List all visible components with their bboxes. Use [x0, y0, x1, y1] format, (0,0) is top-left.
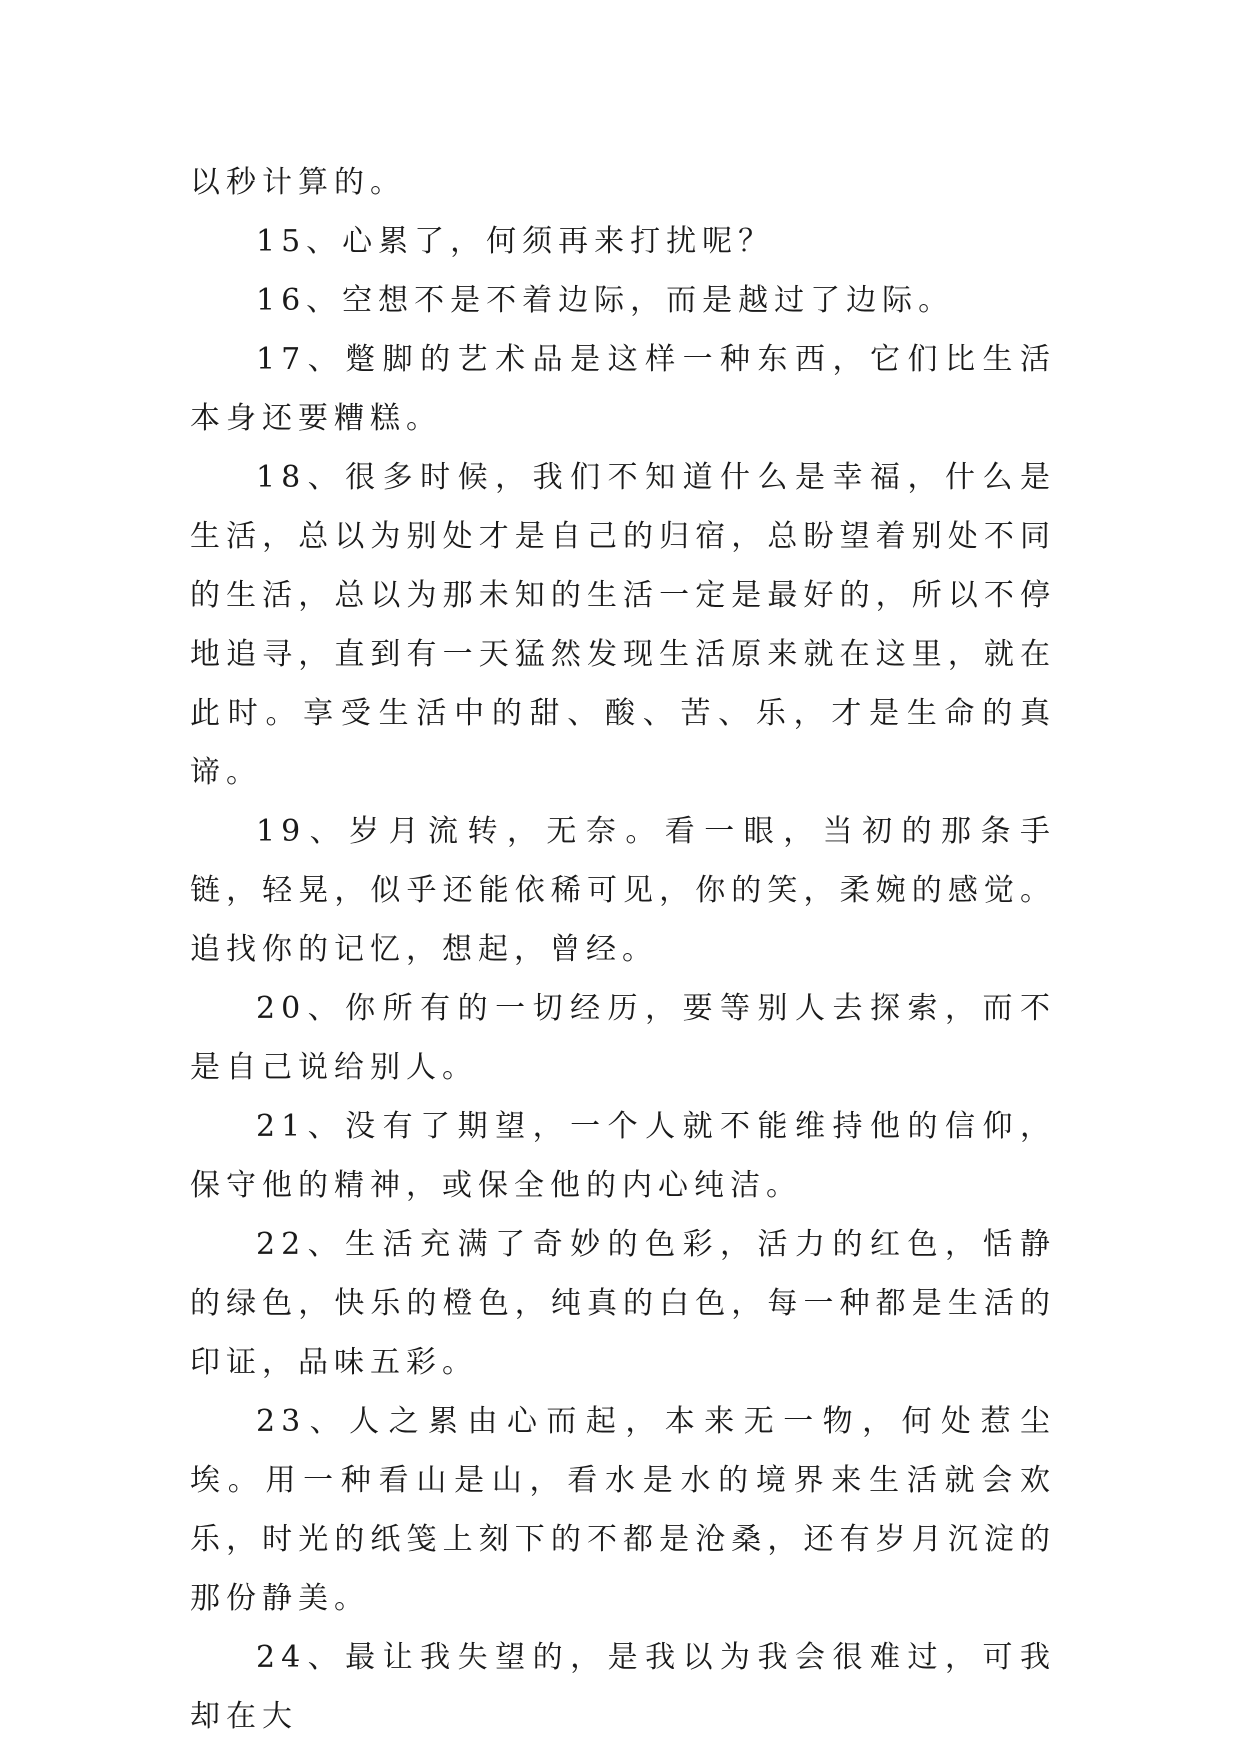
paragraph-item-16: 16、空想不是不着边际，而是越过了边际。 — [256, 283, 955, 318]
paragraph-item-15: 15、心累了，何须再来打扰呢？ — [256, 224, 775, 259]
paragraph-item-19: 19、岁月流转，无奈。看一眼，当初的那条手链，轻晃，似乎还能依稀可见，你的笑，柔婉的感觉。追找你的记忆，想起，曾经。 — [190, 814, 1056, 967]
paragraph-item-22: 22、生活充满了奇妙的色彩，活力的红色，恬静的绿色，快乐的橙色，纯真的白色，每一种都是生活的印证，品味五彩。 — [190, 1227, 1056, 1380]
paragraph-continuation: 以秒计算的。 — [190, 165, 406, 200]
document-body — [190, 153, 1056, 1746]
paragraph-item-23: 23、人之累由心而起，本来无一物，何处惹尘埃。用一种看山是山，看水是水的境界来生活就会欢乐，时光的纸笺上刻下的不都是沧桑，还有岁月沉淀的那份静美。 — [190, 1404, 1056, 1616]
paragraph-item-20: 20、你所有的一切经历，要等别人去探索，而不是自己说给别人。 — [190, 991, 1056, 1085]
paragraph-item-18: 18、很多时候，我们不知道什么是幸福，什么是生活，总以为别处才是自己的归宿，总盼望着别处不同的生活，总以为那未知的生活一定是最好的，所以不停地追寻，直到有一天猛然发现生活原来就在这里，就在此时。享受生活中的甜、酸、苦、乐，才是生命的真谛。 — [190, 460, 1056, 790]
paragraph-item-17: 17、蹩脚的艺术品是这样一种东西，它们比生活本身还要糟糕。 — [190, 342, 1056, 436]
paragraph-item-21: 21、没有了期望，一个人就不能维持他的信仰，保守他的精神，或保全他的内心纯洁。 — [190, 1109, 1056, 1203]
paragraph-item-24: 24、最让我失望的，是我以为我会很难过，可我却在大 — [190, 1640, 1056, 1734]
